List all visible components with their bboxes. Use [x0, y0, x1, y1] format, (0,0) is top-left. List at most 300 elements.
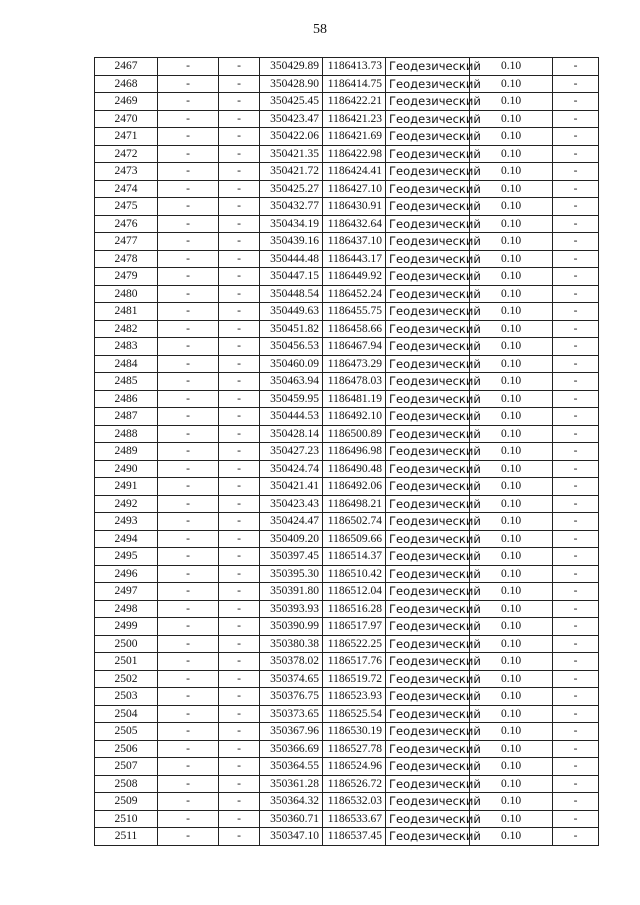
y-coordinate-cell: 1186455.75	[323, 303, 386, 321]
x-coordinate-cell: 350347.10	[260, 828, 323, 846]
x-coordinate-cell: 350421.41	[260, 478, 323, 496]
table-row	[95, 653, 599, 671]
x-coordinate-cell: 350434.19	[260, 215, 323, 233]
method-cell: Геодезический	[386, 233, 470, 251]
point-number-cell: 2469	[95, 93, 158, 111]
blank-cell-1: -	[158, 320, 219, 338]
y-coordinate-cell: 1186496.98	[323, 443, 386, 461]
blank-cell-2: -	[219, 478, 260, 496]
blank-cell-1: -	[158, 618, 219, 636]
method-cell: Геодезический	[386, 600, 470, 618]
table-row	[95, 128, 599, 146]
note-cell: -	[553, 443, 599, 461]
x-coordinate-cell: 350427.23	[260, 443, 323, 461]
table-row	[95, 233, 599, 251]
table-row	[95, 670, 599, 688]
accuracy-cell: 0.10	[470, 408, 553, 426]
accuracy-cell: 0.10	[470, 670, 553, 688]
blank-cell-2: -	[219, 198, 260, 216]
point-number-cell: 2474	[95, 180, 158, 198]
blank-cell-1: -	[158, 163, 219, 181]
table-row	[95, 198, 599, 216]
note-cell: -	[553, 320, 599, 338]
blank-cell-1: -	[158, 548, 219, 566]
accuracy-cell: 0.10	[470, 548, 553, 566]
accuracy-cell: 0.10	[470, 145, 553, 163]
x-coordinate-cell: 350409.20	[260, 530, 323, 548]
blank-cell-1: -	[158, 478, 219, 496]
accuracy-cell: 0.10	[470, 75, 553, 93]
accuracy-cell: 0.10	[470, 198, 553, 216]
note-cell: -	[553, 215, 599, 233]
note-cell: -	[553, 285, 599, 303]
y-coordinate-cell: 1186519.72	[323, 670, 386, 688]
table-row	[95, 460, 599, 478]
accuracy-cell: 0.10	[470, 373, 553, 391]
x-coordinate-cell: 350459.95	[260, 390, 323, 408]
table-row	[95, 705, 599, 723]
y-coordinate-cell: 1186421.23	[323, 110, 386, 128]
blank-cell-1: -	[158, 285, 219, 303]
blank-cell-1: -	[158, 810, 219, 828]
y-coordinate-cell: 1186514.37	[323, 548, 386, 566]
y-coordinate-cell: 1186530.19	[323, 723, 386, 741]
point-number-cell: 2490	[95, 460, 158, 478]
x-coordinate-cell: 350449.63	[260, 303, 323, 321]
method-cell: Геодезический	[386, 285, 470, 303]
method-cell: Геодезический	[386, 810, 470, 828]
table-row	[95, 828, 599, 846]
note-cell: -	[553, 128, 599, 146]
point-number-cell: 2473	[95, 163, 158, 181]
accuracy-cell: 0.10	[470, 600, 553, 618]
accuracy-cell: 0.10	[470, 93, 553, 111]
x-coordinate-cell: 350444.48	[260, 250, 323, 268]
note-cell: -	[553, 705, 599, 723]
note-cell: -	[553, 373, 599, 391]
method-cell: Геодезический	[386, 163, 470, 181]
blank-cell-1: -	[158, 443, 219, 461]
method-cell: Геодезический	[386, 670, 470, 688]
y-coordinate-cell: 1186502.74	[323, 513, 386, 531]
blank-cell-2: -	[219, 58, 260, 76]
note-cell: -	[553, 670, 599, 688]
y-coordinate-cell: 1186532.03	[323, 793, 386, 811]
table-row	[95, 425, 599, 443]
blank-cell-1: -	[158, 373, 219, 391]
point-number-cell: 2484	[95, 355, 158, 373]
blank-cell-1: -	[158, 723, 219, 741]
x-coordinate-cell: 350366.69	[260, 740, 323, 758]
table-row	[95, 513, 599, 531]
blank-cell-2: -	[219, 723, 260, 741]
blank-cell-1: -	[158, 180, 219, 198]
note-cell: -	[553, 828, 599, 846]
point-number-cell: 2493	[95, 513, 158, 531]
y-coordinate-cell: 1186516.28	[323, 600, 386, 618]
y-coordinate-cell: 1186478.03	[323, 373, 386, 391]
blank-cell-1: -	[158, 215, 219, 233]
note-cell: -	[553, 688, 599, 706]
x-coordinate-cell: 350393.93	[260, 600, 323, 618]
y-coordinate-cell: 1186524.96	[323, 758, 386, 776]
x-coordinate-cell: 350424.74	[260, 460, 323, 478]
blank-cell-2: -	[219, 793, 260, 811]
method-cell: Геодезический	[386, 723, 470, 741]
blank-cell-2: -	[219, 373, 260, 391]
note-cell: -	[553, 758, 599, 776]
blank-cell-2: -	[219, 495, 260, 513]
x-coordinate-cell: 350391.80	[260, 583, 323, 601]
blank-cell-2: -	[219, 250, 260, 268]
accuracy-cell: 0.10	[470, 758, 553, 776]
x-coordinate-cell: 350390.99	[260, 618, 323, 636]
method-cell: Геодезический	[386, 688, 470, 706]
note-cell: -	[553, 58, 599, 76]
method-cell: Геодезический	[386, 355, 470, 373]
table-row	[95, 810, 599, 828]
note-cell: -	[553, 145, 599, 163]
blank-cell-1: -	[158, 198, 219, 216]
note-cell: -	[553, 600, 599, 618]
accuracy-cell: 0.10	[470, 128, 553, 146]
page-number: 58	[313, 22, 327, 37]
note-cell: -	[553, 775, 599, 793]
point-number-cell: 2475	[95, 198, 158, 216]
blank-cell-1: -	[158, 828, 219, 846]
blank-cell-2: -	[219, 268, 260, 286]
point-number-cell: 2510	[95, 810, 158, 828]
table-row	[95, 565, 599, 583]
blank-cell-1: -	[158, 740, 219, 758]
accuracy-cell: 0.10	[470, 285, 553, 303]
method-cell: Геодезический	[386, 793, 470, 811]
table-row	[95, 303, 599, 321]
x-coordinate-cell: 350360.71	[260, 810, 323, 828]
accuracy-cell: 0.10	[470, 180, 553, 198]
x-coordinate-cell: 350397.45	[260, 548, 323, 566]
y-coordinate-cell: 1186427.10	[323, 180, 386, 198]
method-cell: Геодезический	[386, 268, 470, 286]
method-cell: Геодезический	[386, 215, 470, 233]
note-cell: -	[553, 810, 599, 828]
blank-cell-2: -	[219, 600, 260, 618]
note-cell: -	[553, 635, 599, 653]
accuracy-cell: 0.10	[470, 478, 553, 496]
y-coordinate-cell: 1186443.17	[323, 250, 386, 268]
method-cell: Геодезический	[386, 180, 470, 198]
y-coordinate-cell: 1186422.98	[323, 145, 386, 163]
blank-cell-2: -	[219, 513, 260, 531]
point-number-cell: 2503	[95, 688, 158, 706]
y-coordinate-cell: 1186421.69	[323, 128, 386, 146]
y-coordinate-cell: 1186449.92	[323, 268, 386, 286]
y-coordinate-cell: 1186527.78	[323, 740, 386, 758]
accuracy-cell: 0.10	[470, 390, 553, 408]
blank-cell-1: -	[158, 425, 219, 443]
accuracy-cell: 0.10	[470, 828, 553, 846]
y-coordinate-cell: 1186500.89	[323, 425, 386, 443]
blank-cell-1: -	[158, 600, 219, 618]
blank-cell-1: -	[158, 653, 219, 671]
y-coordinate-cell: 1186517.76	[323, 653, 386, 671]
blank-cell-1: -	[158, 75, 219, 93]
blank-cell-1: -	[158, 233, 219, 251]
blank-cell-1: -	[158, 355, 219, 373]
point-number-cell: 2509	[95, 793, 158, 811]
blank-cell-2: -	[219, 565, 260, 583]
accuracy-cell: 0.10	[470, 443, 553, 461]
note-cell: -	[553, 618, 599, 636]
blank-cell-2: -	[219, 355, 260, 373]
x-coordinate-cell: 350428.90	[260, 75, 323, 93]
coordinates-table	[94, 57, 599, 846]
accuracy-cell: 0.10	[470, 233, 553, 251]
accuracy-cell: 0.10	[470, 338, 553, 356]
method-cell: Геодезический	[386, 828, 470, 846]
blank-cell-1: -	[158, 530, 219, 548]
blank-cell-1: -	[158, 583, 219, 601]
blank-cell-1: -	[158, 268, 219, 286]
x-coordinate-cell: 350421.35	[260, 145, 323, 163]
y-coordinate-cell: 1186522.25	[323, 635, 386, 653]
point-number-cell: 2501	[95, 653, 158, 671]
table-row	[95, 723, 599, 741]
x-coordinate-cell: 350424.47	[260, 513, 323, 531]
blank-cell-2: -	[219, 810, 260, 828]
x-coordinate-cell: 350425.45	[260, 93, 323, 111]
point-number-cell: 2508	[95, 775, 158, 793]
blank-cell-2: -	[219, 233, 260, 251]
point-number-cell: 2497	[95, 583, 158, 601]
accuracy-cell: 0.10	[470, 688, 553, 706]
blank-cell-2: -	[219, 705, 260, 723]
note-cell: -	[553, 460, 599, 478]
point-number-cell: 2500	[95, 635, 158, 653]
table-row	[95, 758, 599, 776]
x-coordinate-cell: 350447.15	[260, 268, 323, 286]
point-number-cell: 2483	[95, 338, 158, 356]
blank-cell-2: -	[219, 128, 260, 146]
note-cell: -	[553, 390, 599, 408]
accuracy-cell: 0.10	[470, 110, 553, 128]
blank-cell-2: -	[219, 163, 260, 181]
x-coordinate-cell: 350448.54	[260, 285, 323, 303]
table-row	[95, 495, 599, 513]
y-coordinate-cell: 1186523.93	[323, 688, 386, 706]
blank-cell-2: -	[219, 740, 260, 758]
y-coordinate-cell: 1186537.45	[323, 828, 386, 846]
x-coordinate-cell: 350425.27	[260, 180, 323, 198]
x-coordinate-cell: 350373.65	[260, 705, 323, 723]
method-cell: Геодезический	[386, 565, 470, 583]
method-cell: Геодезический	[386, 513, 470, 531]
note-cell: -	[553, 565, 599, 583]
accuracy-cell: 0.10	[470, 653, 553, 671]
note-cell: -	[553, 740, 599, 758]
accuracy-cell: 0.10	[470, 460, 553, 478]
x-coordinate-cell: 350376.75	[260, 688, 323, 706]
table-row	[95, 443, 599, 461]
point-number-cell: 2491	[95, 478, 158, 496]
blank-cell-2: -	[219, 145, 260, 163]
x-coordinate-cell: 350460.09	[260, 355, 323, 373]
method-cell: Геодезический	[386, 338, 470, 356]
x-coordinate-cell: 350428.14	[260, 425, 323, 443]
y-coordinate-cell: 1186525.54	[323, 705, 386, 723]
y-coordinate-cell: 1186517.97	[323, 618, 386, 636]
blank-cell-1: -	[158, 670, 219, 688]
y-coordinate-cell: 1186492.10	[323, 408, 386, 426]
method-cell: Геодезический	[386, 425, 470, 443]
table-row	[95, 373, 599, 391]
y-coordinate-cell: 1186452.24	[323, 285, 386, 303]
note-cell: -	[553, 495, 599, 513]
blank-cell-2: -	[219, 425, 260, 443]
note-cell: -	[553, 110, 599, 128]
x-coordinate-cell: 350361.28	[260, 775, 323, 793]
accuracy-cell: 0.10	[470, 303, 553, 321]
x-coordinate-cell: 350364.32	[260, 793, 323, 811]
table-row	[95, 145, 599, 163]
blank-cell-2: -	[219, 75, 260, 93]
accuracy-cell: 0.10	[470, 163, 553, 181]
table-row	[95, 740, 599, 758]
note-cell: -	[553, 338, 599, 356]
accuracy-cell: 0.10	[470, 740, 553, 758]
note-cell: -	[553, 793, 599, 811]
point-number-cell: 2489	[95, 443, 158, 461]
accuracy-cell: 0.10	[470, 250, 553, 268]
note-cell: -	[553, 355, 599, 373]
blank-cell-2: -	[219, 635, 260, 653]
table-row	[95, 390, 599, 408]
point-number-cell: 2468	[95, 75, 158, 93]
x-coordinate-cell: 350439.16	[260, 233, 323, 251]
blank-cell-2: -	[219, 460, 260, 478]
note-cell: -	[553, 478, 599, 496]
point-number-cell: 2504	[95, 705, 158, 723]
table-row	[95, 548, 599, 566]
table-row	[95, 338, 599, 356]
blank-cell-1: -	[158, 460, 219, 478]
method-cell: Геодезический	[386, 758, 470, 776]
point-number-cell: 2476	[95, 215, 158, 233]
blank-cell-1: -	[158, 775, 219, 793]
accuracy-cell: 0.10	[470, 530, 553, 548]
method-cell: Геодезический	[386, 530, 470, 548]
note-cell: -	[553, 75, 599, 93]
blank-cell-2: -	[219, 828, 260, 846]
blank-cell-2: -	[219, 618, 260, 636]
point-number-cell: 2478	[95, 250, 158, 268]
table-row	[95, 320, 599, 338]
blank-cell-1: -	[158, 128, 219, 146]
x-coordinate-cell: 350451.82	[260, 320, 323, 338]
blank-cell-1: -	[158, 513, 219, 531]
y-coordinate-cell: 1186467.94	[323, 338, 386, 356]
x-coordinate-cell: 350395.30	[260, 565, 323, 583]
blank-cell-1: -	[158, 565, 219, 583]
accuracy-cell: 0.10	[470, 58, 553, 76]
x-coordinate-cell: 350374.65	[260, 670, 323, 688]
note-cell: -	[553, 93, 599, 111]
accuracy-cell: 0.10	[470, 723, 553, 741]
table-row	[95, 530, 599, 548]
table-row	[95, 285, 599, 303]
method-cell: Геодезический	[386, 250, 470, 268]
table-row	[95, 93, 599, 111]
table-row	[95, 180, 599, 198]
blank-cell-2: -	[219, 548, 260, 566]
point-number-cell: 2467	[95, 58, 158, 76]
blank-cell-1: -	[158, 145, 219, 163]
method-cell: Геодезический	[386, 495, 470, 513]
x-coordinate-cell: 350421.72	[260, 163, 323, 181]
blank-cell-1: -	[158, 250, 219, 268]
note-cell: -	[553, 180, 599, 198]
method-cell: Геодезический	[386, 775, 470, 793]
note-cell: -	[553, 425, 599, 443]
point-number-cell: 2481	[95, 303, 158, 321]
x-coordinate-cell: 350429.89	[260, 58, 323, 76]
point-number-cell: 2487	[95, 408, 158, 426]
point-number-cell: 2485	[95, 373, 158, 391]
blank-cell-1: -	[158, 408, 219, 426]
point-number-cell: 2496	[95, 565, 158, 583]
y-coordinate-cell: 1186414.75	[323, 75, 386, 93]
method-cell: Геодезический	[386, 548, 470, 566]
x-coordinate-cell: 350463.94	[260, 373, 323, 391]
point-number-cell: 2471	[95, 128, 158, 146]
accuracy-cell: 0.10	[470, 705, 553, 723]
blank-cell-1: -	[158, 338, 219, 356]
blank-cell-1: -	[158, 303, 219, 321]
point-number-cell: 2488	[95, 425, 158, 443]
blank-cell-2: -	[219, 583, 260, 601]
coordinates-table-body	[95, 58, 599, 846]
note-cell: -	[553, 583, 599, 601]
method-cell: Геодезический	[386, 618, 470, 636]
table-row	[95, 600, 599, 618]
accuracy-cell: 0.10	[470, 810, 553, 828]
y-coordinate-cell: 1186490.48	[323, 460, 386, 478]
method-cell: Геодезический	[386, 705, 470, 723]
y-coordinate-cell: 1186509.66	[323, 530, 386, 548]
table-row	[95, 268, 599, 286]
accuracy-cell: 0.10	[470, 793, 553, 811]
point-number-cell: 2479	[95, 268, 158, 286]
table-row	[95, 618, 599, 636]
table-row	[95, 583, 599, 601]
note-cell: -	[553, 530, 599, 548]
method-cell: Геодезический	[386, 303, 470, 321]
blank-cell-2: -	[219, 180, 260, 198]
blank-cell-2: -	[219, 530, 260, 548]
y-coordinate-cell: 1186413.73	[323, 58, 386, 76]
method-cell: Геодезический	[386, 653, 470, 671]
point-number-cell: 2480	[95, 285, 158, 303]
table-row	[95, 355, 599, 373]
point-number-cell: 2470	[95, 110, 158, 128]
accuracy-cell: 0.10	[470, 635, 553, 653]
method-cell: Геодезический	[386, 740, 470, 758]
accuracy-cell: 0.10	[470, 583, 553, 601]
accuracy-cell: 0.10	[470, 495, 553, 513]
y-coordinate-cell: 1186430.91	[323, 198, 386, 216]
point-number-cell: 2482	[95, 320, 158, 338]
method-cell: Геодезический	[386, 390, 470, 408]
